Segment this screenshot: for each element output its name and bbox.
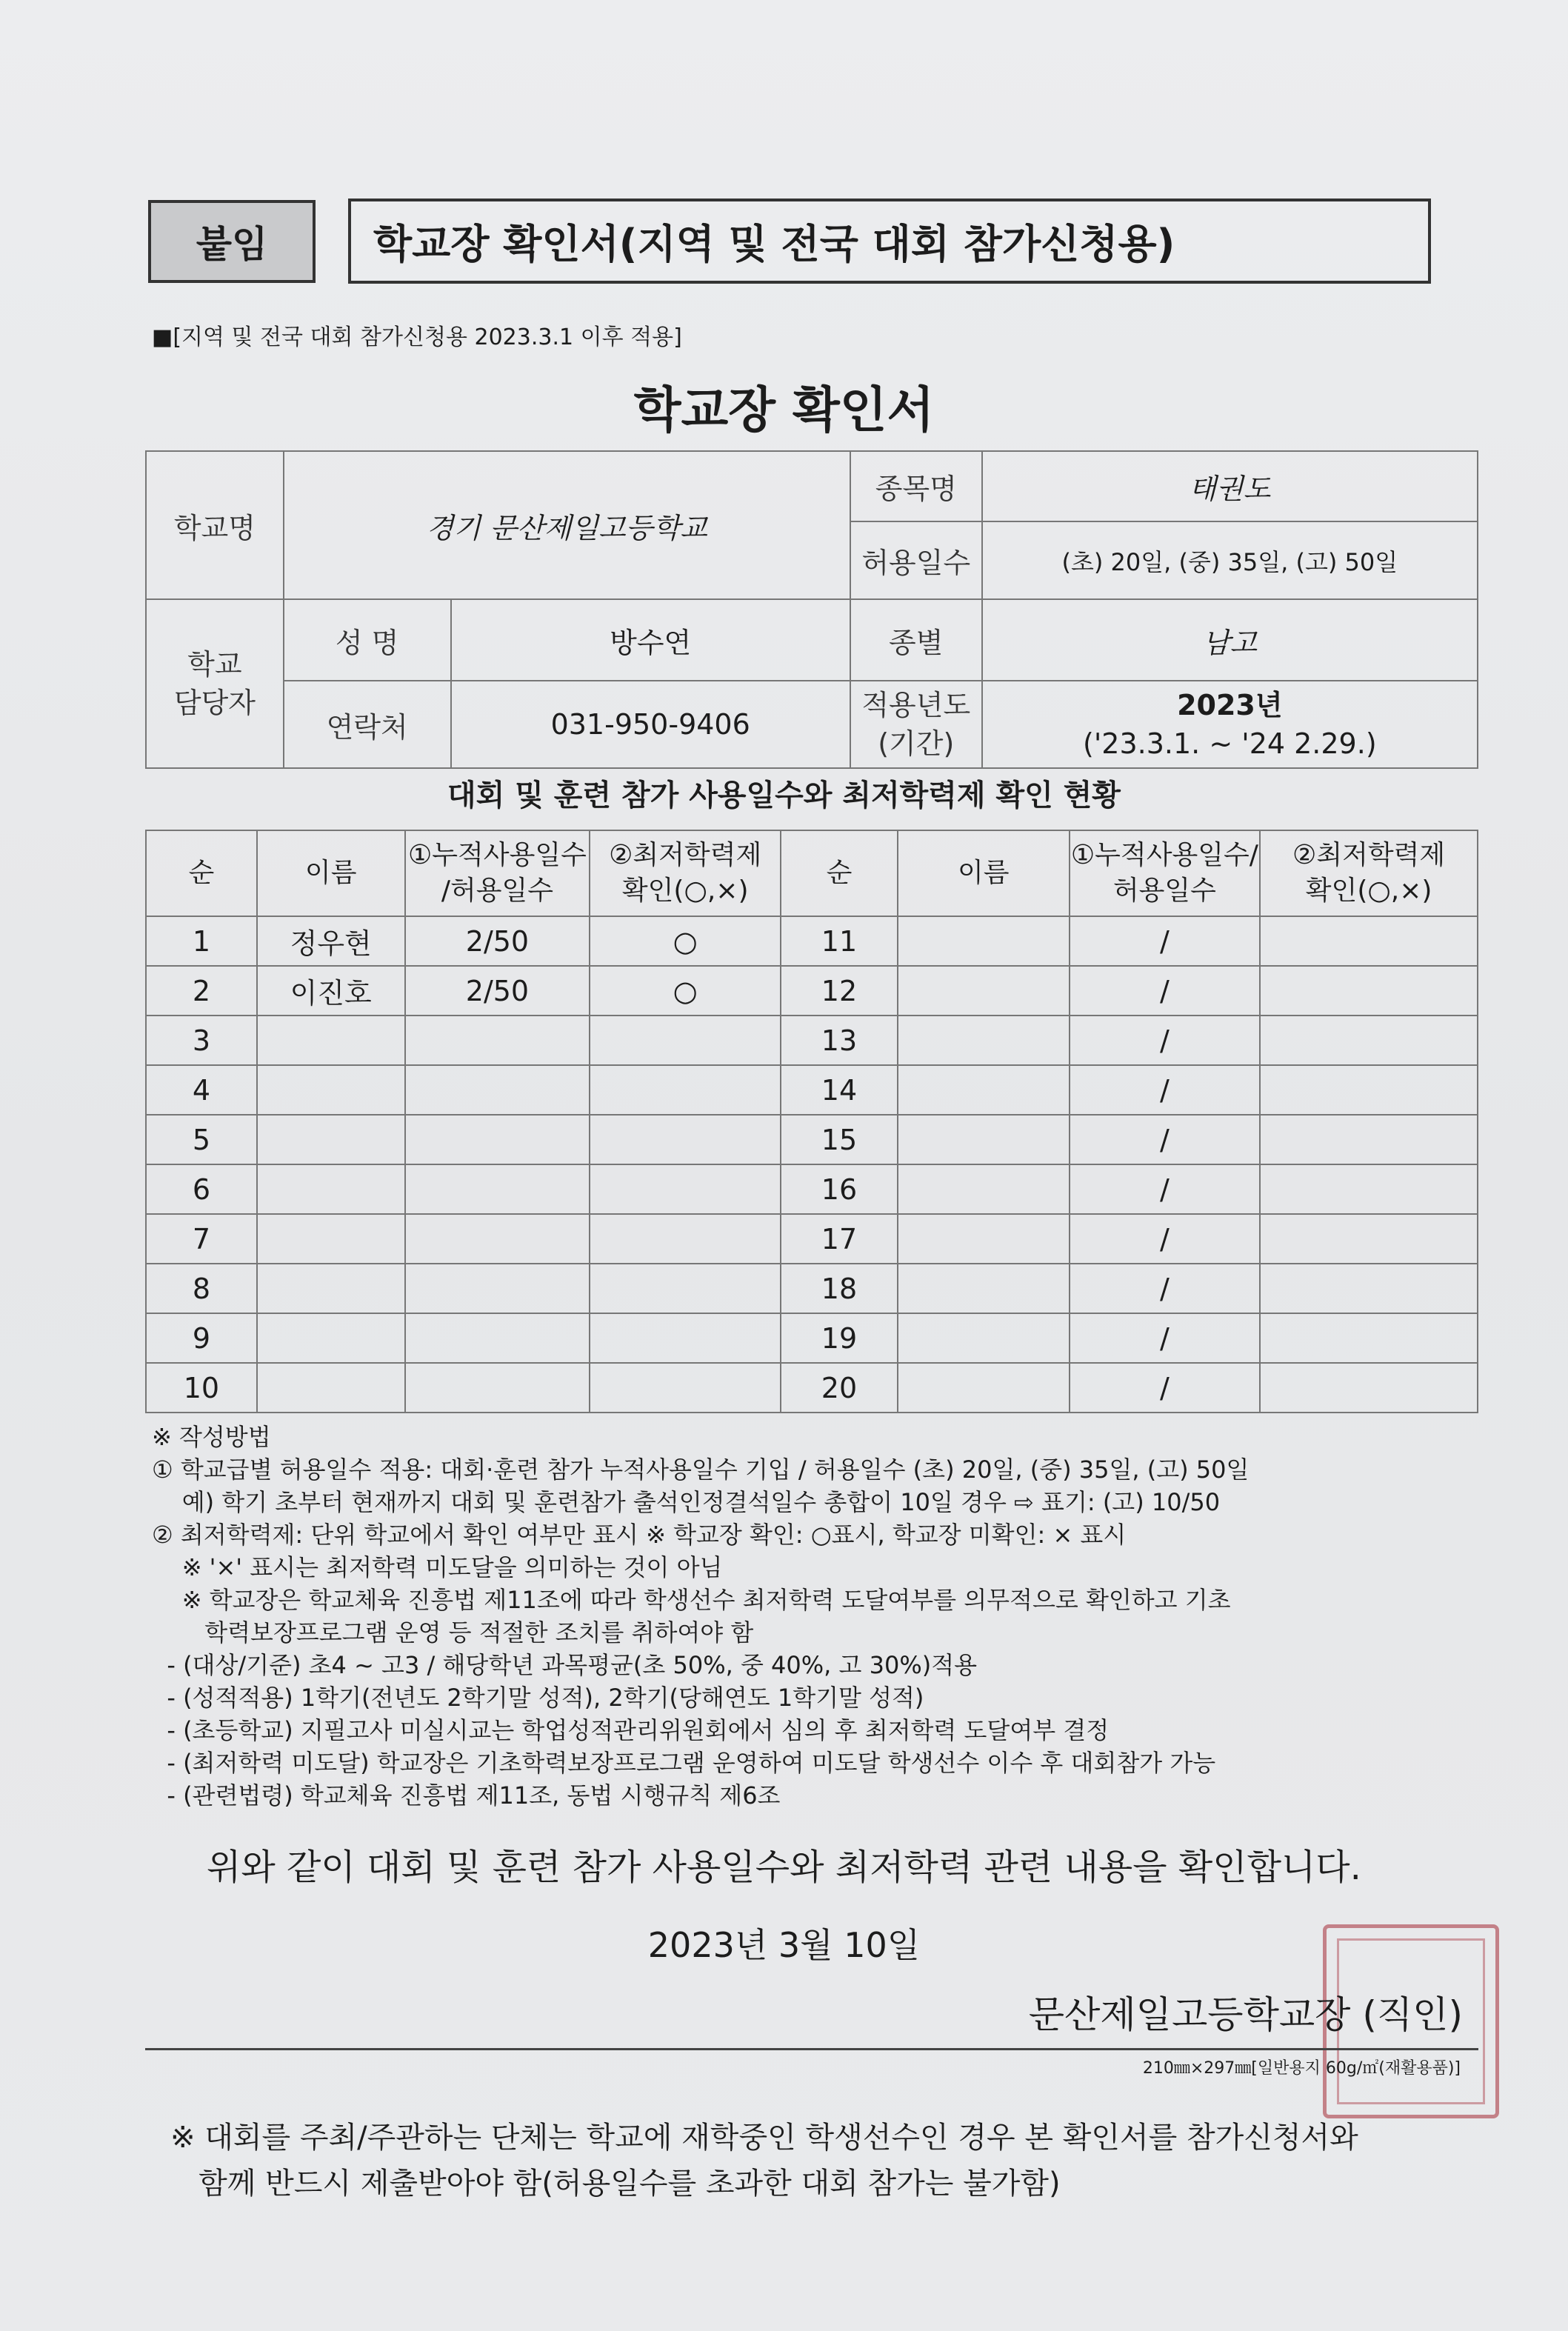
cell-check2 bbox=[1260, 1016, 1478, 1065]
table-row bbox=[146, 1016, 1478, 1065]
cell-days2: / bbox=[1070, 966, 1261, 1016]
note-line: - (최저학력 미도달) 학교장은 기초학력보장프로그램 운영하여 미도달 학생선수 이수 후 대회참가 가능 bbox=[152, 1749, 1216, 1777]
cell-name2 bbox=[898, 1016, 1070, 1065]
cell-no: 2 bbox=[146, 966, 257, 1016]
cell-check: ○ bbox=[590, 966, 781, 1016]
cell-no2: 17 bbox=[781, 1214, 898, 1264]
cell-no2: 12 bbox=[781, 966, 898, 1016]
cell-days bbox=[405, 1363, 590, 1413]
principal-signature: 문산제일고등학교장 (직인) bbox=[1028, 1993, 1463, 2036]
col-check2: ②최저학력제 확인(○,×) bbox=[1260, 830, 1478, 916]
col-name2: 이름 bbox=[898, 830, 1070, 916]
cell-name bbox=[257, 1016, 405, 1065]
cell-name2 bbox=[898, 1214, 1070, 1264]
note-line: ① 학교급별 허용일수 적용: 대회·훈련 참가 누적사용일수 기입 / 허용일수 (초) 20일, (중) 35일, (고) 50일 bbox=[152, 1455, 1250, 1484]
confirm-statement: 위와 같이 대회 및 훈련 참가 사용일수와 최저학력 관련 내용을 확인합니다. bbox=[207, 1847, 1361, 1888]
cell-check bbox=[590, 1065, 781, 1115]
footer-note bbox=[170, 2115, 1358, 2207]
footer-line-1: ※ 대회를 주최/주관하는 단체는 학교에 재학중인 학생선수인 경우 본 확인서를 참가신청서와 bbox=[170, 2121, 1358, 2155]
cell-check2 bbox=[1260, 1313, 1478, 1363]
table-row bbox=[146, 1115, 1478, 1164]
cell-name2 bbox=[898, 1363, 1070, 1413]
cell-name2 bbox=[898, 1065, 1070, 1115]
cell-name2 bbox=[898, 966, 1070, 1016]
cell-days bbox=[405, 1164, 590, 1214]
col-name: 이름 bbox=[257, 830, 405, 916]
divider bbox=[145, 2048, 1478, 2050]
table-row bbox=[146, 1065, 1478, 1115]
gender-label: 종별 bbox=[850, 599, 982, 681]
note-line: - (관련법령) 학교체육 진흥법 제11조, 동법 시행규칙 제6조 bbox=[152, 1781, 781, 1810]
cell-no2: 14 bbox=[781, 1065, 898, 1115]
cell-no2: 15 bbox=[781, 1115, 898, 1164]
note-line: 예) 학기 초부터 현재까지 대회 및 훈련참가 출석인정결석일수 총합이 10일 경우 ⇨ 표기: (고) 10/50 bbox=[152, 1488, 1221, 1516]
cell-name bbox=[257, 1313, 405, 1363]
cell-days2: / bbox=[1070, 1214, 1261, 1264]
section-title: 대회 및 훈련 참가 사용일수와 최저학력제 확인 현황 bbox=[447, 778, 1121, 813]
cell-no: 1 bbox=[146, 916, 257, 966]
cell-days2: / bbox=[1070, 1164, 1261, 1214]
cell-name bbox=[257, 1214, 405, 1264]
note-line: - (성적적용) 1학기(전년도 2학기말 성적), 2학기(당해연도 1학기말 성적) bbox=[152, 1684, 924, 1712]
cell-no2: 13 bbox=[781, 1016, 898, 1065]
col-days: ①누적사용일수 /허용일수 bbox=[405, 830, 590, 916]
cell-no2: 19 bbox=[781, 1313, 898, 1363]
school-label: 학교명 bbox=[146, 451, 284, 599]
table-row bbox=[146, 1214, 1478, 1264]
cell-name bbox=[257, 1164, 405, 1214]
cell-name bbox=[257, 1065, 405, 1115]
cell-no2: 16 bbox=[781, 1164, 898, 1214]
cell-check bbox=[590, 1264, 781, 1313]
writing-notes bbox=[152, 1421, 1485, 1812]
cell-days bbox=[405, 1313, 590, 1363]
contact-label: 연락처 bbox=[284, 681, 451, 768]
cell-check: ○ bbox=[590, 916, 781, 966]
cell-no: 6 bbox=[146, 1164, 257, 1214]
cell-check bbox=[590, 1313, 781, 1363]
cell-check2 bbox=[1260, 966, 1478, 1016]
cell-no: 8 bbox=[146, 1264, 257, 1313]
cell-name bbox=[257, 1264, 405, 1313]
note-line: - (대상/기준) 초4 ~ 고3 / 해당학년 과목평균(초 50%, 중 40%, 고 30%)적용 bbox=[152, 1651, 978, 1679]
note-line: 학력보장프로그램 운영 등 적절한 조치를 취하여야 함 bbox=[152, 1618, 754, 1647]
year-label: 적용년도 (기간) bbox=[850, 681, 982, 768]
year-value: 2023년 bbox=[1177, 689, 1283, 721]
note-line: ※ 작성방법 bbox=[152, 1423, 271, 1451]
subnote: ■[지역 및 전국 대회 참가신청용 2023.3.1 이후 적용] bbox=[152, 324, 682, 350]
cell-check2 bbox=[1260, 1115, 1478, 1164]
note-line: - (초등학교) 지필고사 미실시교는 학업성적관리위원회에서 심의 후 최저학력 도달여부 결정 bbox=[152, 1716, 1110, 1744]
cell-days: 2/50 bbox=[405, 966, 590, 1016]
cell-check2 bbox=[1260, 1065, 1478, 1115]
cell-no: 4 bbox=[146, 1065, 257, 1115]
athlete-table bbox=[145, 830, 1478, 1413]
cell-name bbox=[257, 1115, 405, 1164]
cell-check bbox=[590, 1115, 781, 1164]
page-title: 학교장 확인서 bbox=[633, 381, 935, 438]
table-row bbox=[146, 1264, 1478, 1313]
table-row bbox=[146, 966, 1478, 1016]
cell-days2: / bbox=[1070, 1115, 1261, 1164]
attachment-badge: 붙임 bbox=[148, 200, 316, 283]
cell-check2 bbox=[1260, 1164, 1478, 1214]
table-row bbox=[146, 1164, 1478, 1214]
cell-days bbox=[405, 1115, 590, 1164]
info-table bbox=[145, 450, 1478, 769]
cell-check2 bbox=[1260, 916, 1478, 966]
cell-name2 bbox=[898, 1264, 1070, 1313]
cell-name2 bbox=[898, 916, 1070, 966]
cell-check bbox=[590, 1363, 781, 1413]
cell-name2 bbox=[898, 1164, 1070, 1214]
issue-date: 2023년 3월 10일 bbox=[647, 1925, 921, 1965]
contact-value: 031-950-9406 bbox=[451, 681, 850, 768]
sport-value: 태권도 bbox=[982, 451, 1478, 521]
name-label: 성 명 bbox=[284, 599, 451, 681]
cell-check bbox=[590, 1016, 781, 1065]
cell-no: 10 bbox=[146, 1363, 257, 1413]
cell-days2: / bbox=[1070, 1065, 1261, 1115]
cell-name: 이진호 bbox=[257, 966, 405, 1016]
cell-days2: / bbox=[1070, 1264, 1261, 1313]
note-line: ※ 학교장은 학교체육 진흥법 제11조에 따라 학생선수 최저학력 도달여부를 의무적으로 확인하고 기초 bbox=[152, 1586, 1231, 1614]
cell-days2: / bbox=[1070, 1313, 1261, 1363]
note-line: ② 최저학력제: 단위 학교에서 확인 여부만 표시 ※ 학교장 확인: ○표시, 학교장 미확인: × 표시 bbox=[152, 1521, 1127, 1549]
year-cell bbox=[982, 681, 1478, 768]
cell-check2 bbox=[1260, 1214, 1478, 1264]
cell-no: 3 bbox=[146, 1016, 257, 1065]
cell-check2 bbox=[1260, 1264, 1478, 1313]
footer-line-2: 함께 반드시 제출받아야 함(허용일수를 초과한 대회 참가는 불가함) bbox=[170, 2167, 1061, 2201]
col-no: 순 bbox=[146, 830, 257, 916]
cell-days: 2/50 bbox=[405, 916, 590, 966]
note-line: ※ '×' 표시는 최저학력 미도달을 의미하는 것이 아님 bbox=[152, 1553, 723, 1581]
cell-name2 bbox=[898, 1313, 1070, 1363]
cell-check bbox=[590, 1164, 781, 1214]
table-row bbox=[146, 916, 1478, 966]
name-value: 방수연 bbox=[451, 599, 850, 681]
cell-check2 bbox=[1260, 1363, 1478, 1413]
manager-label: 학교 담당자 bbox=[146, 599, 284, 768]
header-title: 학교장 확인서(지역 및 전국 대회 참가신청용) bbox=[348, 199, 1431, 284]
cell-no2: 11 bbox=[781, 916, 898, 966]
col-check: ②최저학력제 확인(○,×) bbox=[590, 830, 781, 916]
cell-days bbox=[405, 1264, 590, 1313]
cell-check bbox=[590, 1214, 781, 1264]
period-value: ('23.3.1. ~ '24 2.29.) bbox=[1083, 727, 1377, 760]
cell-days2: / bbox=[1070, 1016, 1261, 1065]
cell-days2: / bbox=[1070, 1363, 1261, 1413]
cell-no: 9 bbox=[146, 1313, 257, 1363]
table-row bbox=[146, 1363, 1478, 1413]
gender-value: 남고 bbox=[982, 599, 1478, 681]
table-header-row bbox=[146, 830, 1478, 916]
cell-days2: / bbox=[1070, 916, 1261, 966]
col-days2: ①누적사용일수/ 허용일수 bbox=[1070, 830, 1261, 916]
cell-no2: 18 bbox=[781, 1264, 898, 1313]
cell-days bbox=[405, 1065, 590, 1115]
cell-no2: 20 bbox=[781, 1363, 898, 1413]
cell-name2 bbox=[898, 1115, 1070, 1164]
table-row bbox=[146, 1313, 1478, 1363]
paper-spec: 210㎜×297㎜[일반용지 60g/㎡(재활용품)] bbox=[1142, 2059, 1461, 2078]
sport-label: 종목명 bbox=[850, 451, 982, 521]
allow-value: (초) 20일, (중) 35일, (고) 50일 bbox=[982, 521, 1478, 599]
cell-name bbox=[257, 1363, 405, 1413]
cell-no: 5 bbox=[146, 1115, 257, 1164]
cell-no: 7 bbox=[146, 1214, 257, 1264]
cell-days bbox=[405, 1016, 590, 1065]
cell-name: 정우현 bbox=[257, 916, 405, 966]
school-value: 경기 문산제일고등학교 bbox=[284, 451, 850, 599]
allow-label: 허용일수 bbox=[850, 521, 982, 599]
col-no2: 순 bbox=[781, 830, 898, 916]
cell-days bbox=[405, 1214, 590, 1264]
